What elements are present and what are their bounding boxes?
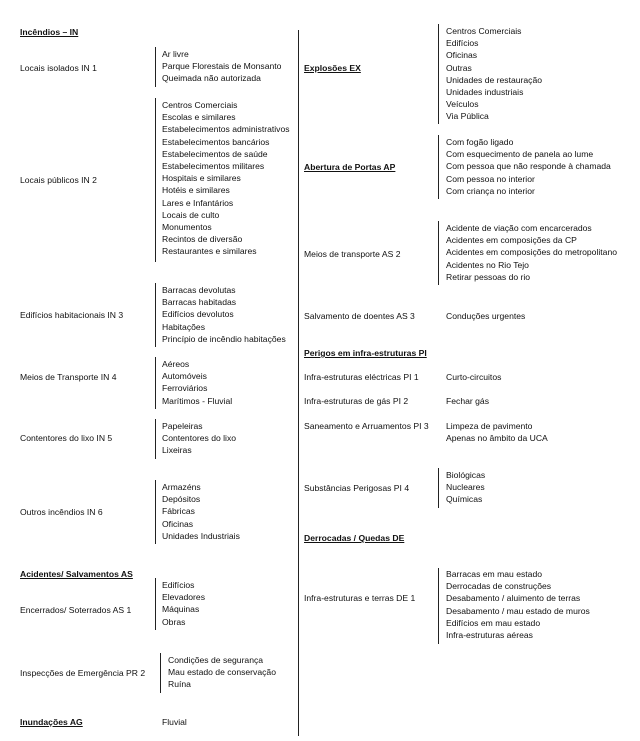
items-de1 [446, 568, 590, 641]
item: Desabamento / mau estado de muros [446, 605, 590, 616]
items-in6 [162, 481, 240, 542]
item: Com criança no interior [446, 185, 535, 196]
item: Estabelecimentos administrativos [162, 124, 290, 135]
group-label-as1: Encerrados/ Soterrados AS 1 [20, 605, 132, 615]
explosoes-header: Explosões EX [304, 63, 361, 73]
item: Acidente de viação com encarcerados [446, 223, 592, 233]
pi2-item: Fechar gás [446, 396, 489, 406]
item: Apenas no âmbito da UCA [446, 433, 548, 444]
pi4-label: Substâncias Perigosas PI 4 [304, 483, 410, 493]
item: Marítimos - Fluvial [162, 395, 233, 406]
item: Unidades Industriais [162, 530, 240, 541]
item: Edifícios [446, 38, 479, 49]
items-in4 [162, 358, 232, 407]
item: Escolas e similares [162, 112, 236, 123]
acidentes-header: Acidentes/ Salvamentos AS [20, 569, 133, 579]
items-as1 [162, 579, 205, 628]
pi3-label: Saneamento e Arruamentos PI 3 [304, 421, 429, 431]
item: Com pessoa que não responde à chamada [446, 161, 611, 172]
items-in5 [162, 420, 236, 457]
bracket-pr2 [160, 653, 161, 693]
bracket-in5 [155, 419, 156, 459]
item: Centros Comerciais [162, 100, 238, 110]
item: Oficinas [162, 518, 194, 529]
item: Aéreos [162, 359, 190, 369]
item: Hospitais e similares [162, 173, 241, 184]
items-pi4 [446, 469, 485, 506]
item: Locais de culto [162, 209, 220, 220]
abertura-header: Abertura de Portas AP [304, 162, 396, 172]
item: Monumentos [162, 222, 212, 233]
item: Restaurantes e similares [162, 246, 257, 257]
item: Papeleiras [162, 421, 203, 431]
item: Armazéns [162, 482, 201, 492]
bracket-explosoes [438, 24, 439, 124]
item: Queimada não autorizada [162, 73, 261, 84]
column-divider [298, 30, 299, 736]
item: Lares e Infantários [162, 197, 234, 208]
item: Máquinas [162, 604, 200, 615]
item: Fábricas [162, 506, 195, 517]
group-label-in3: Edifícios habitacionais IN 3 [20, 310, 124, 320]
item: Centros Comerciais [446, 26, 522, 36]
bracket-pi4 [438, 468, 439, 508]
item: Edifícios [162, 580, 195, 590]
items-pi3 [446, 420, 548, 444]
items-meios [446, 222, 617, 283]
items-in1 [162, 48, 281, 85]
item: Via Pública [446, 111, 489, 122]
item: Hotéis e similares [162, 185, 230, 196]
item: Acidentes no Rio Tejo [446, 259, 529, 270]
salvamento-item: Conduções urgentes [446, 311, 526, 321]
item: Químicas [446, 494, 483, 505]
items-explosoes [446, 25, 542, 123]
item: Oficinas [446, 50, 478, 61]
item: Ar livre [162, 49, 189, 59]
item: Derrocadas de construções [446, 581, 552, 592]
incendios-header: Incêndios – IN [20, 27, 79, 37]
item: Limpeza de pavimento [446, 421, 533, 431]
inundacoes-header: Inundações AG [20, 717, 83, 727]
item: Contentores do lixo [162, 433, 237, 444]
item: Habitações [162, 321, 205, 332]
bracket-in4 [155, 357, 156, 409]
item: Barracas devolutas [162, 285, 236, 295]
item: Edifícios devolutos [162, 309, 234, 320]
item: Depósitos [162, 494, 201, 505]
item: Acidentes em composições da CP [446, 235, 577, 246]
group-label-in6: Outros incêndios IN 6 [20, 507, 103, 517]
bracket-in1 [155, 47, 156, 87]
item: Lixeiras [162, 445, 192, 456]
bracket-abertura [438, 135, 439, 199]
item: Estabelecimentos bancários [162, 136, 270, 147]
bracket-in3 [155, 283, 156, 347]
pi2-label: Infra-estruturas de gás PI 2 [304, 396, 409, 406]
items-in3 [162, 284, 286, 345]
item: Ruína [168, 679, 191, 690]
inundacoes-item: Fluvial [162, 717, 187, 727]
item: Condições de segurança [168, 655, 264, 665]
item: Estabelecimentos de saúde [162, 148, 268, 159]
bracket-in2 [155, 98, 156, 262]
items-in2 [162, 99, 290, 258]
item: Recintos de diversão [162, 234, 243, 245]
item: Edifícios em mau estado [446, 617, 541, 628]
derrocadas-header: Derrocadas / Quedas DE [304, 533, 405, 543]
item: Elevadores [162, 592, 205, 603]
item: Com esquecimento de panela ao lume [446, 149, 594, 160]
bracket-de1 [438, 568, 439, 644]
bracket-meios [438, 221, 439, 285]
items-pr2 [168, 654, 276, 691]
item: Com pessoa no interior [446, 173, 535, 184]
item: Veículos [446, 99, 479, 110]
item: Estabelecimentos militares [162, 161, 265, 172]
item: Outras [446, 62, 472, 73]
item: Obras [162, 616, 186, 627]
item: Desabamento / aluimento de terras [446, 593, 581, 604]
bracket-in6 [155, 480, 156, 544]
meios-label: Meios de transporte AS 2 [304, 249, 401, 259]
item: Ferroviários [162, 383, 208, 394]
bracket-as1 [155, 578, 156, 630]
group-label-in4: Meios de Transporte IN 4 [20, 372, 117, 382]
item: Mau estado de conservação [168, 667, 276, 678]
item: Automóveis [162, 371, 207, 382]
item: Barracas em mau estado [446, 569, 543, 579]
item: Biológicas [446, 470, 486, 480]
perigos-header: Perigos em infra-estruturas PI [304, 348, 427, 358]
group-label-in2: Locais públicos IN 2 [20, 175, 97, 185]
item: Infra-estruturas aéreas [446, 630, 533, 641]
pi1-label: Infra-estruturas eléctricas PI 1 [304, 372, 419, 382]
pi1-item: Curto-circuitos [446, 372, 502, 382]
item: Unidades de restauração [446, 74, 543, 85]
de1-label: Infra-estruturas e terras DE 1 [304, 593, 416, 603]
item: Com fogão ligado [446, 137, 514, 147]
group-label-in1: Locais isolados IN 1 [20, 63, 97, 73]
items-abertura [446, 136, 611, 197]
item: Acidentes em composições do metropolitano [446, 247, 618, 258]
item: Unidades industriais [446, 87, 524, 98]
group-label-pr2: Inspecções de Emergência PR 2 [20, 668, 146, 678]
item: Retirar pessoas do rio [446, 271, 531, 282]
item: Barracas habitadas [162, 297, 237, 308]
item: Parque Florestais de Monsanto [162, 61, 282, 72]
salvamento-label: Salvamento de doentes AS 3 [304, 311, 415, 321]
item: Nucleares [446, 482, 485, 493]
group-label-in5: Contentores do lixo IN 5 [20, 433, 113, 443]
item: Princípio de incêndio habitações [162, 333, 286, 344]
